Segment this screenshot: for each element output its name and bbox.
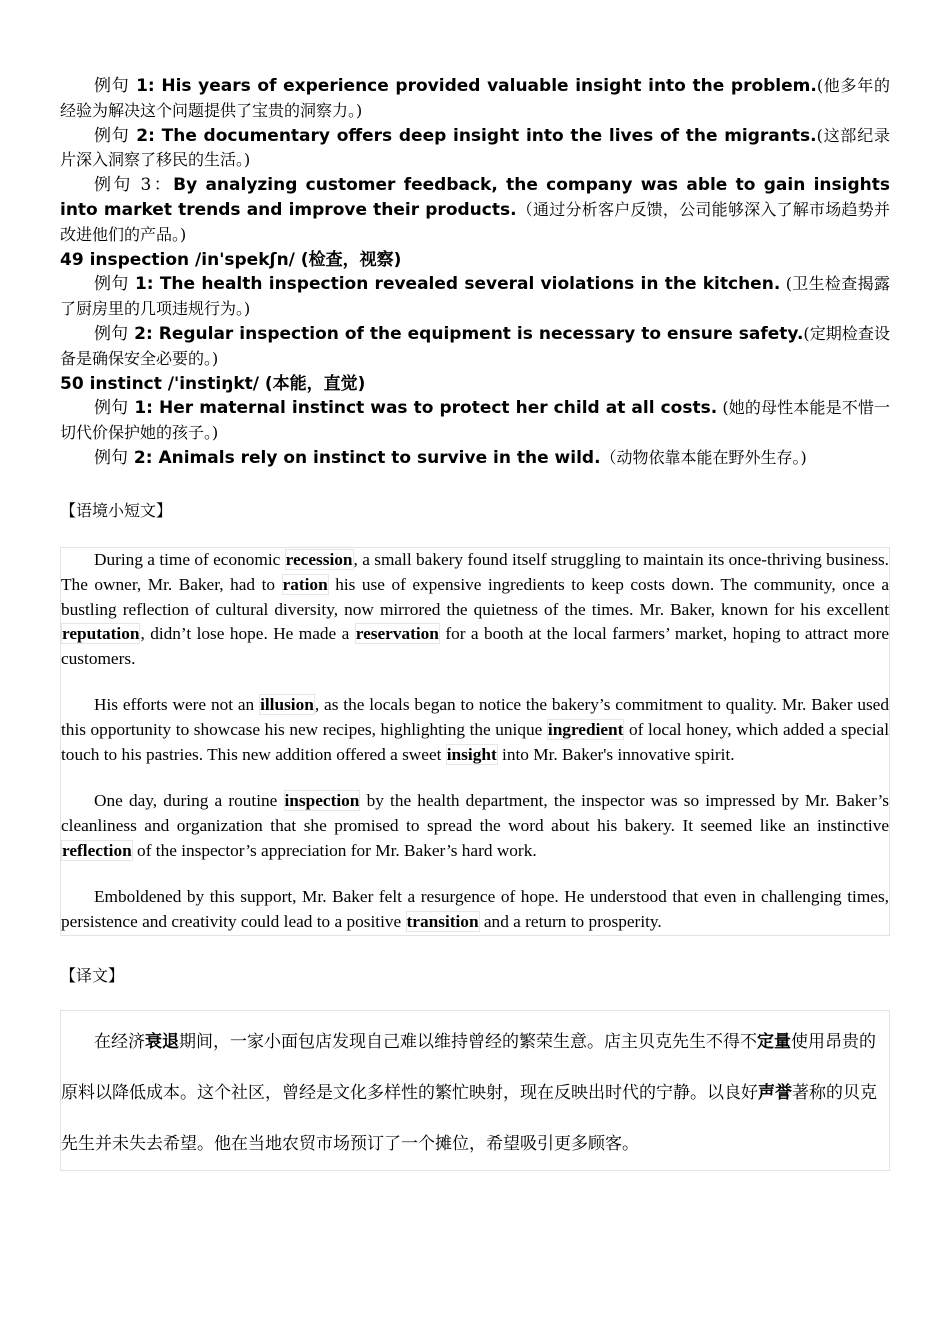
translation-paragraph: 在经济衰退期间，一家小面包店发现自己难以维持曾经的繁荣生意。店主贝克先生不得不定量使用昂贵的原料以降低成本。这个社区，曾经是文化多样性的繁忙映射，现在反映出时代的宁静。以良好声誉著称的贝克先生并未失去希望。他在当地农贸市场预订了一个摊位，希望吸引更多顾客。 — [61, 1031, 877, 1154]
vocab-heading-50: 50 instinct /'instiŋkt/ (本能，直觉) — [60, 373, 366, 394]
keyword: 定量 — [757, 1031, 791, 1052]
example-english: 1: The health inspection revealed several violations in the kitchen. — [128, 274, 781, 295]
example-sentence — [60, 74, 890, 124]
example-sentence — [60, 396, 890, 446]
example-english: By analyzing customer feedback, the company was able to gain insights into market trends and improve their products. — [60, 175, 890, 220]
story-paragraph: His efforts were not an illusion, as the locals began to notice the bakery’s commitment to quality. Mr. Baker used this opportunity to showcase his new recipes, highlighting the unique ingredient of local honey, which added a special touch to his pastries. This new addition offered a sweet insight into Mr. Baker's innovative spirit. — [61, 695, 890, 765]
example-label: 例句 — [94, 447, 128, 468]
keyword: reflection — [62, 840, 132, 860]
example-english: 1: His years of experience provided valuable insight into the problem. — [129, 76, 817, 96]
keyword: reservation — [355, 624, 439, 644]
example-chinese: (她的母性本能是不惜一切代价保护她的孩子。) — [60, 398, 890, 443]
example-english: 2: Animals rely on instinct to survive in the wild. — [128, 447, 601, 468]
example-label: 例句 3： — [94, 175, 174, 196]
example-sentence — [60, 272, 890, 322]
example-sentence — [60, 446, 890, 471]
keyword: 声誉 — [758, 1082, 792, 1103]
section-title-story: 【语境小短文】 — [60, 500, 173, 520]
keyword: illusion — [260, 695, 314, 715]
story-paragraph: Emboldened by this support, Mr. Baker felt a resurgence of hope. He understood that even in challenging times, persistence and creativity could lead to a positive transition and a return to prosperity. — [61, 886, 889, 931]
keyword: recession — [285, 549, 353, 569]
translation-box — [60, 1010, 890, 1171]
example-label: 例句 — [94, 274, 129, 295]
keyword: ingredient — [547, 720, 624, 740]
example-label: 例句 — [94, 125, 130, 146]
example-label: 例句 — [94, 323, 129, 344]
story-paragraph: One day, during a routine inspection by the health department, the inspector was so impressed by Mr. Baker’s cleanliness and organization that she promised to spread the word about his bakery. It seemed like an instinctive reflection of the inspector’s appreciation for Mr. Baker’s hard work. — [61, 791, 890, 860]
document-page — [60, 74, 890, 1171]
section-title-translation: 【译文】 — [60, 965, 125, 985]
example-chinese: (他多年的经验为解决这个问题提供了宝贵的洞察力。) — [60, 76, 890, 120]
example-english: 2: Regular inspection of the equipment is necessary to ensure safety. — [128, 323, 804, 344]
example-chinese: (定期检查设备是确保安全必要的。) — [60, 323, 891, 368]
keyword: inspection — [284, 791, 360, 810]
example-chinese: （动物依靠本能在野外生存。) — [600, 447, 807, 467]
example-chinese: (卫生检查揭露了厨房里的几项违规行为。) — [60, 274, 890, 319]
example-sentence — [60, 173, 890, 247]
example-label: 例句 — [94, 76, 130, 96]
keyword: reputation — [62, 624, 140, 644]
example-english: 2: The documentary offers deep insight into the lives of the migrants. — [129, 125, 817, 146]
keyword: transition — [406, 911, 479, 931]
example-english: 1: Her maternal instinct was to protect her child at all costs. — [128, 398, 718, 419]
keyword: insight — [446, 745, 497, 765]
story-paragraph: During a time of economic recession, a small bakery found itself struggling to maintain its once-thriving business. The owner, Mr. Baker, had to ration his use of expensive ingredients to keep costs down. The community, once a bustling reflection of cultural diversity, now mirrored the quietness of the times. Mr. Baker, known for his excellent reputation, didn’t lose hope. He made a reservation for a booth at the local farmers’ market, hoping to attract more customers. — [61, 549, 890, 669]
keyword: ration — [282, 574, 328, 594]
example-chinese: （通过分析客户反馈，公司能够深入了解市场趋势并改进他们的产品。) — [60, 199, 890, 244]
example-label: 例句 — [94, 398, 129, 419]
example-sentence — [60, 322, 890, 372]
vocab-heading-49: 49 inspection /in'spekʃn/ (检查，视察) — [60, 249, 402, 270]
example-chinese: (这部纪录片深入洞察了移民的生活。) — [60, 125, 890, 170]
context-story — [60, 547, 890, 936]
example-sentence — [60, 124, 890, 174]
keyword: 衰退 — [145, 1031, 179, 1052]
